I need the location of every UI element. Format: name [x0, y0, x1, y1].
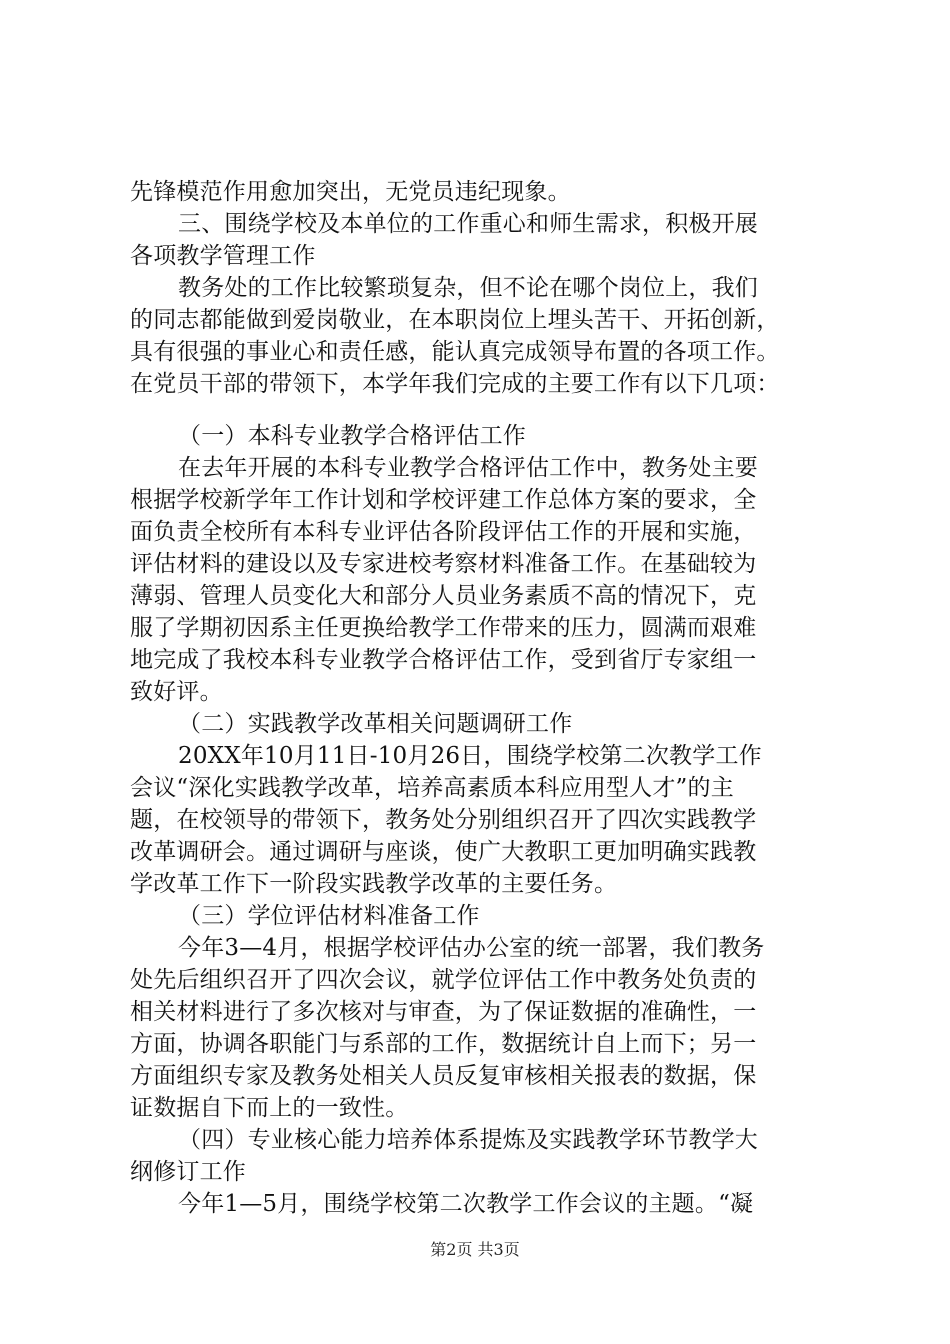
text-line: 在去年开展的本科专业教学合格评估工作中，教务处主要 — [178, 455, 758, 481]
text-line: 相关材料进行了多次核对与审查，为了保证数据的准确性，一 — [130, 999, 757, 1025]
text-line: 具有很强的事业心和责任感，能认真完成领导布置的各项工作。 — [130, 339, 780, 365]
text-line: 方面组织专家及教务处相关人员反复审核相关报表的数据，保 — [130, 1063, 757, 1089]
text-line: 致好评。 — [130, 679, 223, 705]
text-line: 面负责全校所有本科专业评估各阶段评估工作的开展和实施， — [130, 519, 757, 545]
text-line: 教务处的工作比较繁琐复杂，但不论在哪个岗位上，我们 — [178, 275, 758, 301]
text-line: 处先后组织召开了四次会议，就学位评估工作中教务处负责的 — [130, 967, 757, 993]
subsection-heading: （一）本科专业教学合格评估工作 — [178, 423, 526, 449]
subsection-heading: （三）学位评估材料准备工作 — [178, 903, 480, 929]
text-line: 会议“深化实践教学改革，培养高素质本科应用型人才”的主 — [130, 775, 734, 801]
text-line: 先锋模范作用愈加突出，无党员违纪现象。 — [130, 179, 571, 205]
subsection-heading: （四）专业核心能力培养体系提炼及实践教学环节教学大 — [178, 1127, 758, 1153]
text-line: 证数据自下而上的一致性。 — [130, 1095, 409, 1121]
text-line: 各项教学管理工作 — [130, 243, 316, 269]
section-heading: 三、围绕学校及本单位的工作重心和师生需求，积极开展 — [178, 211, 758, 237]
text-line: 改革调研会。通过调研与座谈，使广大教职工更加明确实践教 — [130, 839, 757, 865]
page-number-footer: 第2页 共3页 — [430, 1240, 520, 1259]
text-line: 根据学校新学年工作计划和学校评建工作总体方案的要求，全 — [130, 487, 757, 513]
text-line: 20XX年10月11日-10月26日，围绕学校第二次教学工作 — [178, 743, 762, 769]
text-line: 的同志都能做到爱岗敬业，在本职岗位上埋头苦干、开拓创新， — [130, 307, 780, 333]
text-line: 方面，协调各职能门与系部的工作，数据统计自上而下；另一 — [130, 1031, 757, 1057]
subsection-heading: （二）实践教学改革相关问题调研工作 — [178, 711, 573, 737]
text-line: 薄弱、管理人员变化大和部分人员业务素质不高的情况下，克 — [130, 583, 757, 609]
text-line: 今年1—5月，围绕学校第二次教学工作会议的主题。“凝 — [178, 1191, 754, 1217]
text-line: 题，在校领导的带领下，教务处分别组织召开了四次实践教学 — [130, 807, 757, 833]
text-line: 地完成了我校本科专业教学合格评估工作，受到省厅专家组一 — [130, 647, 757, 673]
text-line: 评估材料的建设以及专家进校考察材料准备工作。在基础较为 — [130, 551, 757, 577]
text-line: 服了学期初因系主任更换给教学工作带来的压力，圆满而艰难 — [130, 615, 757, 641]
text-line: 学改革工作下一阶段实践教学改革的主要任务。 — [130, 871, 618, 897]
text-line: 纲修订工作 — [130, 1159, 246, 1185]
text-line: 在党员干部的带领下，本学年我们完成的主要工作有以下几项： — [130, 371, 780, 397]
text-line: 今年3—4月，根据学校评估办公室的统一部署，我们教务 — [178, 935, 765, 961]
